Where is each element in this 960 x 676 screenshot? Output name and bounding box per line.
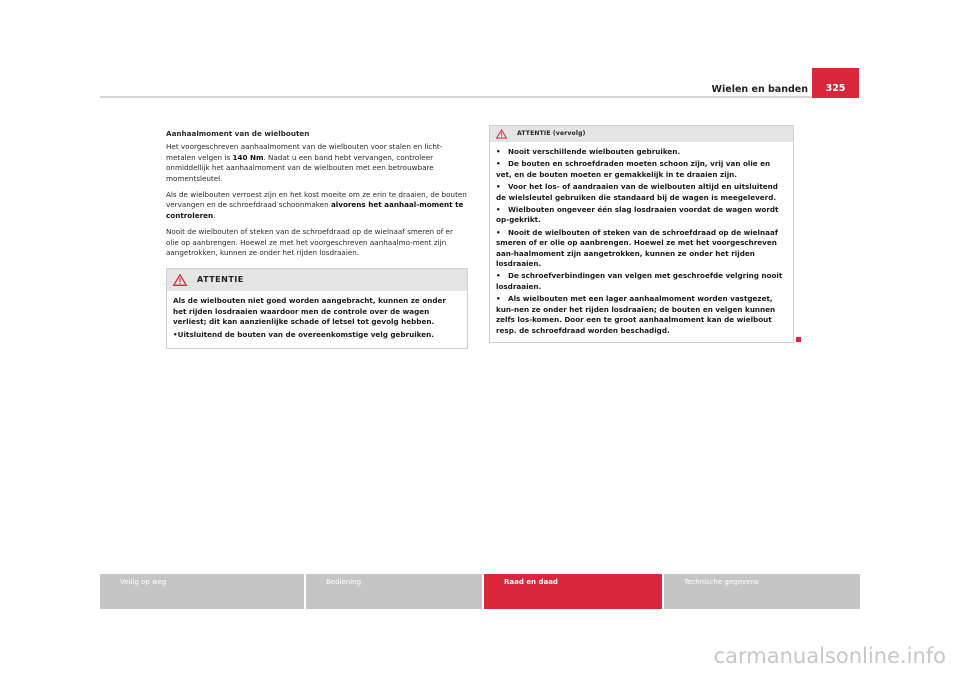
warning-bullet [173, 330, 461, 340]
footer-nav [100, 574, 860, 609]
tab-raad-en-daad[interactable]: Raad en daad [484, 574, 662, 609]
left-column [166, 129, 468, 349]
watermark: carmanualsonline.info [713, 644, 946, 668]
bullet-dot: • [496, 182, 501, 192]
list-item [496, 159, 787, 180]
bullet-dot: • [496, 294, 501, 304]
paragraph-rust [166, 190, 468, 221]
paragraph-lubrication: Nooit de wielbouten of steken van de schroefdraad op de wielnaaf smeren of er olie op aanbrengen. Hoewel ze met het voorgeschreven aanhaalmo-ment zijn aangetrokken, kunnen ze onder het rijden losdraaien. [166, 227, 453, 258]
tab-veilig-op-weg[interactable]: Veilig op weg [100, 574, 304, 609]
list-item [496, 182, 787, 203]
list-item [496, 228, 787, 270]
section-heading: Aanhaalmoment van de wielbouten [166, 129, 310, 138]
bullet-dot: • [496, 227, 501, 237]
list-item [496, 271, 787, 292]
bullet-text: Uitsluitend de bouten van de overeenkomstige velg gebruiken. [177, 329, 434, 339]
emphasis: alvorens het aanhaal-moment te controleren [166, 200, 464, 220]
warning-triangle-icon [496, 129, 507, 139]
bullet-dot: • [496, 205, 501, 215]
text: . [213, 210, 216, 220]
bullet-text: Nooit de wielbouten of steken van de schroefdraad op de wielnaaf smeren of er olie op aanbrengen. Hoewel ze met het voorgeschreven aan-haalmoment zijn aangetrokken, kunnen ze onder het rijden losdraaien. [496, 227, 778, 269]
list-item [496, 205, 787, 226]
right-column [489, 125, 794, 343]
list-item [496, 147, 787, 157]
warning-body [167, 291, 467, 348]
torque-value: 140 Nm [232, 152, 264, 162]
bullet-text: De bouten en schroefdraden moeten schoon zijn, vrij van olie en vet, en de bouten moeten er gemakkelijk in te draaien zijn. [496, 159, 771, 179]
header-rule [100, 96, 812, 98]
warning-title: ATTENTIE [197, 275, 244, 285]
bullet-dot: • [496, 147, 501, 156]
bullet-text: Als wielbouten met een lager aanhaalmoment worden vastgezet, kun-nen ze onder het rijden losdraaien; de bouten en velgen kunnen zelfs los-komen. Door een te groot aanhaalmoment kan de wielbout resp. de schroefdraad worden beschadigd. [496, 294, 776, 335]
list-item [496, 294, 787, 336]
paragraph-torque [166, 142, 468, 184]
text: Het voorgeschreven aanhaalmoment van de wielbouten voor stalen en licht-metalen velgen is [166, 142, 443, 162]
warning-box-continued [489, 125, 794, 343]
warning-header [490, 126, 793, 142]
warning-triangle-icon [173, 274, 187, 286]
bullet-text: Wielbouten ongeveer één slag losdraaien voordat de wagen wordt op-gekrikt. [496, 205, 779, 225]
tab-technische-gegevens[interactable]: Technische gegevens [664, 574, 860, 609]
section-end-marker [796, 337, 801, 342]
text: . Nadat u een band hebt vervangen, controleer onmiddellijk het aanhaalmoment van de wielbouten met een betrouwbare momentsleutel. [166, 152, 434, 183]
tab-bediening[interactable]: Bediening [306, 574, 482, 609]
bullet-text: De schroefverbindingen van velgen met geschroefde velgring nooit losdraaien. [496, 271, 783, 291]
text: Als de wielbouten verroest zijn en het kost moeite om ze erin te draaien, de bouten vervangen en de schroefdraad schoonmaken [166, 190, 467, 210]
page-number: 325 [812, 68, 859, 98]
page-title: Wielen en banden [711, 84, 808, 95]
warning-header [167, 269, 467, 291]
warning-body [490, 142, 793, 342]
bullet-dot: • [496, 271, 501, 281]
warning-box [166, 268, 468, 349]
warning-text: Als de wielbouten niet goed worden aangebracht, kunnen ze onder het rijden losdraaien waardoor men de controle over de wagen verliest; dit kan aanzienlijke schade of letsel tot gevolg hebben. [173, 296, 446, 327]
bullet-text: Voor het los- of aandraaien van de wielbouten altijd en uitsluitend de wielsleutel gebruiken die standaard bij de wagen is meegeleverd. [496, 182, 778, 202]
bullet-text: Nooit verschillende wielbouten gebruiken. [508, 147, 681, 156]
warning-title: ATTENTIE (vervolg) [517, 129, 586, 137]
bullet-dot: • [496, 159, 501, 169]
bullet-dot: • [173, 329, 178, 339]
